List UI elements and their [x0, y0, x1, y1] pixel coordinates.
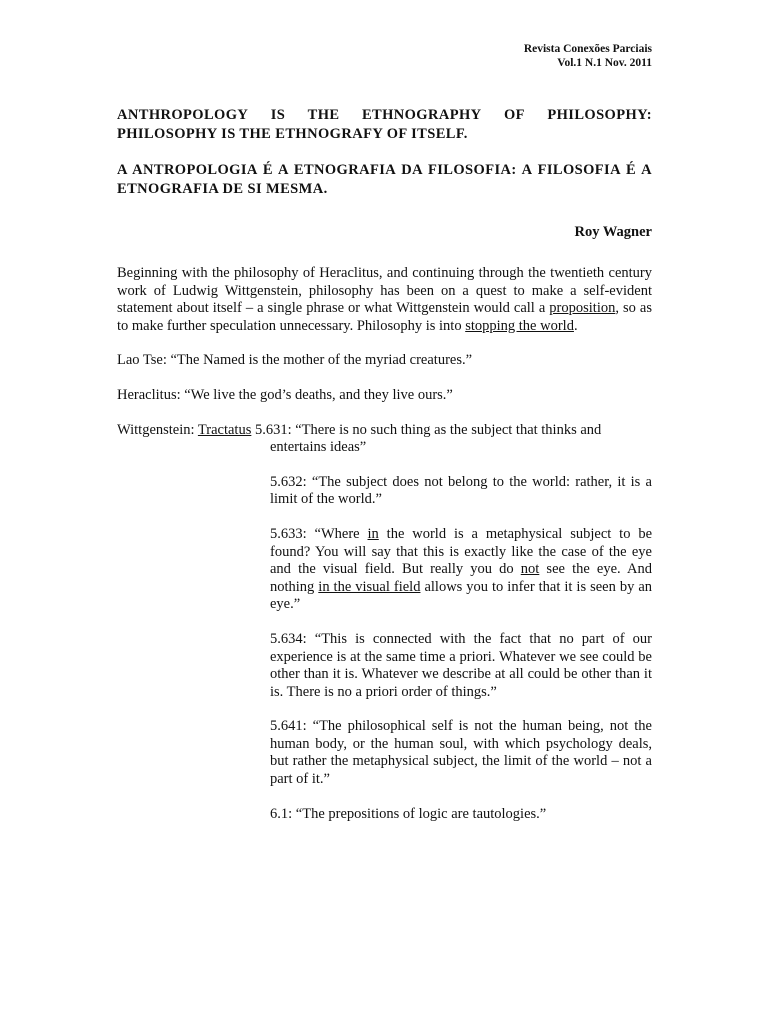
- title-word: IS: [270, 107, 286, 123]
- tractatus-text: the world is a metaphysical subject to be found? You will say that this is exactly like the case of the eye and the visual field. But really you do: [270, 525, 653, 578]
- tractatus-text: entertains ideas”: [270, 439, 367, 456]
- quote-lao-tse: Lao Tse: “The Named is the mother of the myriad creatures.”: [117, 352, 473, 369]
- title-portuguese: A ANTROPOLOGIA É A ETNOGRAFIA DA FILOSOFIA: A FILOSOFIA É A ETNOGRAFIA DE SI MESMA.: [117, 162, 652, 197]
- author-name: Roy Wagner: [574, 224, 652, 240]
- tractatus-5634: 5.634: “This is connected with the fact that no part of our experience is at the same time a priori. Whatever we see could be other than it is. Whatever we describe at all could be other than it is. There is no a priori order of things.”: [270, 630, 652, 700]
- quote-heraclitus: Heraclitus: “We live the god’s deaths, and they live ours.”: [117, 386, 453, 403]
- journal-header: [117, 42, 652, 70]
- journal-name: Revista Conexões Parciais: [523, 43, 652, 55]
- intro-text: Beginning with the philosophy of Heraclitus, and continuing through the twentieth century work of Ludwig Wittgenstein, philosophy has been on a quest to make a self-evident statement about itself – a single phrase or what Wittgenstein would call a: [117, 265, 652, 317]
- tractatus-61: 6.1: “The prepositions of logic are tautologies.”: [270, 805, 547, 822]
- tractatus-text: 5.631: “There is no such thing as the subject that thinks and: [251, 421, 602, 438]
- title-word: THE: [307, 107, 340, 123]
- intro-text: .: [573, 317, 578, 334]
- tractatus-title: Tractatus: [197, 421, 252, 438]
- tractatus-5633: [270, 526, 652, 614]
- tractatus-5641: 5.641: “The philosophical self is not the human being, not the human body, or the human soul, with which psychology deals, but rather the metaphysical subject, the limit of the world – not a part of it.”: [270, 718, 652, 788]
- title-word: PHILOSOPHY:: [547, 107, 652, 123]
- tractatus-underlined-term: in: [367, 525, 379, 542]
- tractatus-underlined-term: in the visual field: [318, 578, 421, 595]
- title-word: OF: [503, 107, 525, 123]
- intro-paragraph: [117, 265, 652, 335]
- tractatus-text: allows you to infer that it is seen by an eye.”: [270, 578, 653, 613]
- intro-text: , so as to make further speculation unnecessary. Philosophy is into: [117, 300, 652, 334]
- tractatus-text: see the eye. And nothing: [270, 561, 652, 595]
- intro-underlined-term: proposition: [549, 300, 616, 317]
- title-word: ANTHROPOLOGY: [117, 107, 249, 123]
- title-english-line1: [117, 106, 652, 125]
- tractatus-quotes: [117, 422, 652, 824]
- tractatus-5631: [117, 422, 652, 457]
- journal-issue: Vol.1 N.1 Nov. 2011: [557, 57, 652, 69]
- title-english: [117, 106, 652, 144]
- tractatus-underlined-term: not: [520, 561, 540, 578]
- document-page: [117, 42, 652, 823]
- intro-underlined-term: stopping the world: [465, 317, 574, 334]
- tractatus-text: 5.633: “Where: [270, 525, 368, 542]
- title-word: ETHNOGRAPHY: [361, 107, 482, 123]
- tractatus-lead: Wittgenstein:: [117, 421, 198, 438]
- title-english-line2: PHILOSOPHY IS THE ETHNOGRAFY OF ITSELF.: [117, 126, 468, 142]
- tractatus-5632: 5.632: “The subject does not belong to the world: rather, it is a limit of the world.”: [270, 473, 652, 508]
